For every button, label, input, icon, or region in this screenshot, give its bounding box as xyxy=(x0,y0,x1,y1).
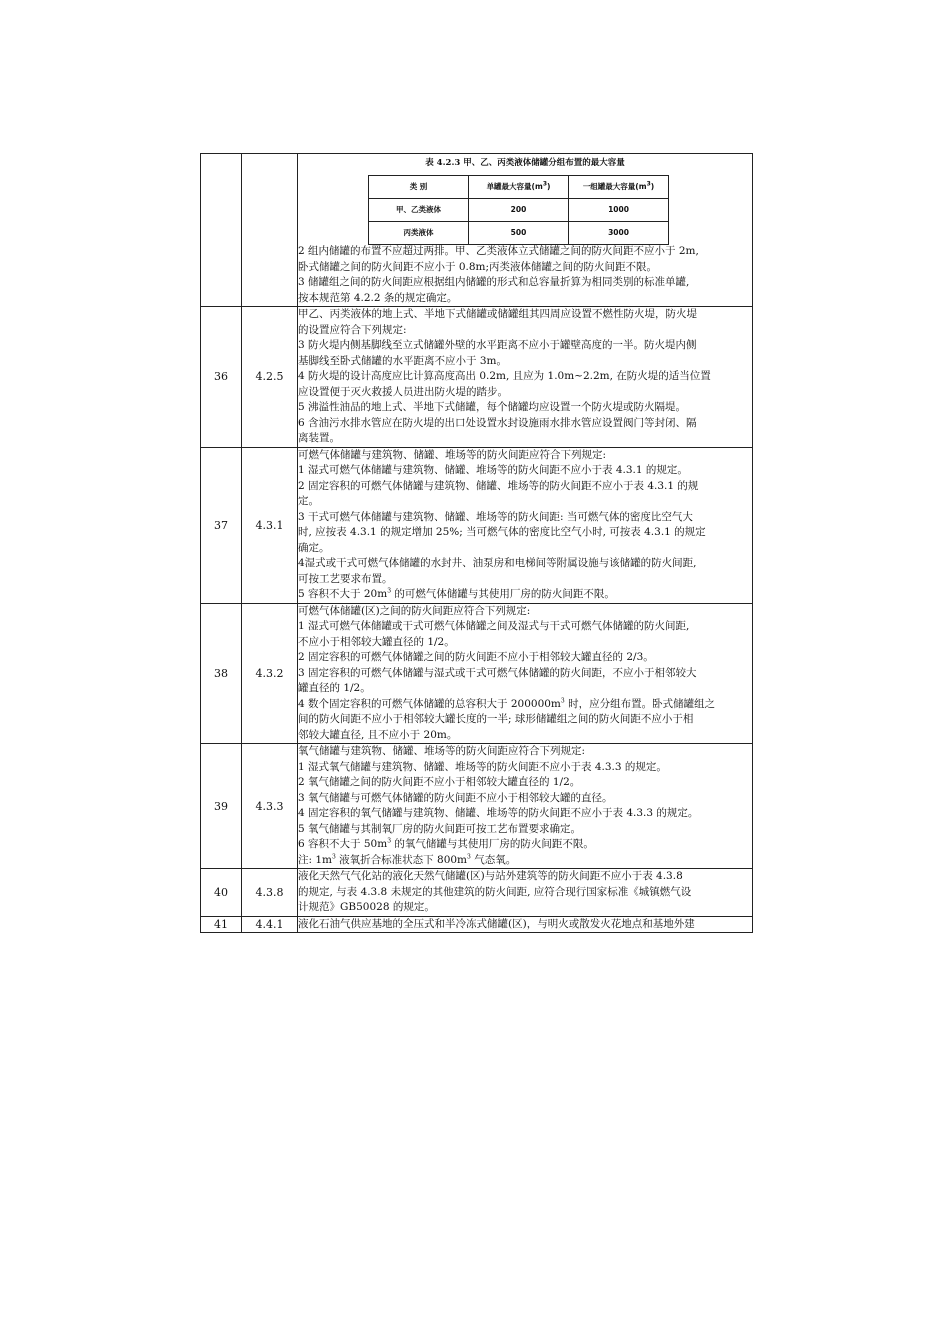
text-line: 基脚线至卧式储罐的水平距离不应小于 3m。 xyxy=(298,354,507,367)
text-line: 确定。 xyxy=(298,541,330,554)
text-line: 可按工艺要求布置。 xyxy=(298,572,393,585)
text-line: 3 氧气储罐与可燃气体储罐的防火间距不应小于相邻较大罐的直径。 xyxy=(298,791,613,804)
text-line: 5 氧气储罐与其制氧厂房的防火间距可按工艺布置要求确定。 xyxy=(298,822,582,835)
text-line: 计规范》GB50028 的规定。 xyxy=(298,901,435,913)
row-content xyxy=(298,744,753,869)
text-line: 时, 应按表 4.3.1 的规定增加 25%; 当可燃气体的密度比空气小时, 可按表 4.3.1 的规定 xyxy=(298,526,706,538)
text-line: 5 沸溢性油品的地上式、半地下式储罐，每个储罐均应设置一个防火堤或防火隔堤。 xyxy=(298,401,687,413)
text-line: 不应小于相邻较大罐直径的 1/2。 xyxy=(298,635,455,648)
row-text-lines xyxy=(298,307,752,447)
row-text-lines xyxy=(298,917,752,933)
text-line: 2 固定容积的可燃气体储罐之间的防火间距不应小于相邻较大罐直径的 2/3。 xyxy=(298,651,654,663)
row-text-lines xyxy=(298,448,752,603)
text-line: 4 固定容积的氧气储罐与建筑物、储罐、堆场等的防火间距不应小于表 4.3.3 的规定。 xyxy=(298,807,699,819)
row-number: 36 xyxy=(201,307,242,448)
table-row xyxy=(201,744,753,869)
inner-table-block xyxy=(298,154,752,244)
inner-cell: 1000 xyxy=(569,199,669,222)
row-number xyxy=(201,154,242,307)
table-row xyxy=(201,916,753,933)
row-text-lines xyxy=(298,744,752,868)
max-capacity-table xyxy=(368,175,669,245)
text-line: 定。 xyxy=(298,495,319,507)
row-text-lines xyxy=(298,604,752,744)
text-line: 液化石油气供应基地的全压式和半冷冻式储罐(区)，与明火或散发火花地点和基地外建 xyxy=(298,917,695,930)
inner-header-cell: 类 别 xyxy=(369,176,469,199)
inner-table-row xyxy=(369,199,669,222)
text-line: 2 组内储罐的布置不应超过两排。甲、乙类液体立式储罐之间的防火间距不应小于 2m, xyxy=(298,245,699,257)
text-line: 4湿式或干式可燃气体储罐的水封井、油泵房和电梯间等附属设施与该储罐的防火间距, xyxy=(298,557,697,569)
row-text-lines xyxy=(298,869,752,916)
text-line: 5 容积不大于 $20m^3$ 的可燃气体储罐与其使用厂房的防火间距不限。 xyxy=(298,587,615,600)
row-content xyxy=(298,603,753,744)
text-line: 3 防火堤内侧基脚线至立式储罐外壁的水平距离不应小于罐壁高度的一半。防火堤内侧 xyxy=(298,339,697,351)
regulation-table-body xyxy=(201,154,753,933)
row-content xyxy=(298,869,753,917)
text-line: 3 固定容积的可燃气体储罐与湿式或干式可燃气体储罐的防火间距，不应小于相邻较大 xyxy=(298,666,697,679)
row-content xyxy=(298,916,753,933)
text-line: 可燃气体储罐与建筑物、储罐、堆场等的防火间距应符合下列规定: xyxy=(298,448,607,461)
inner-table-row xyxy=(369,222,669,245)
row-number: 38 xyxy=(201,603,242,744)
text-line: 的规定, 与表 4.3.8 未规定的其他建筑的防火间距, 应符合现行国家标准《城镇燃气设 xyxy=(298,885,692,898)
text-line: 邻较大罐直径, 且不应小于 20m。 xyxy=(298,728,458,741)
text-line: 甲乙、丙类液体的地上式、半地下式储罐或储罐组其四周应设置不燃性防火堤，防火堤 xyxy=(298,308,697,320)
text-line: 氧气储罐与建筑物、储罐、堆场等的防火间距应符合下列规定: xyxy=(298,745,586,757)
text-line: 注: $1m^3$ 液氧折合标准状态下 $800m^3$ 气态氧。 xyxy=(298,853,517,866)
text-line: 应设置便于灭火救援人员进出防火堤的踏步。 xyxy=(298,385,508,398)
table-row xyxy=(201,447,753,603)
clause-number: 4.3.1 xyxy=(242,447,298,603)
clause-number: 4.3.3 xyxy=(242,744,298,869)
inner-cell: 3000 xyxy=(569,222,669,245)
table-row xyxy=(201,869,753,917)
inner-cell: 500 xyxy=(469,222,569,245)
text-line: 1 湿式可燃气体储罐或干式可燃气体储罐之间及湿式与干式可燃气体储罐的防火间距, xyxy=(298,620,690,632)
text-line: 罐直径的 1/2。 xyxy=(298,682,371,694)
row-content xyxy=(298,447,753,603)
text-line: 按本规范第 4.2.2 条的规定确定。 xyxy=(298,291,458,304)
text-line: 卧式储罐之间的防火间距不应小于 0.8m;丙类液体储罐之间的防火间距不限。 xyxy=(298,260,658,273)
clause-number: 4.3.8 xyxy=(242,869,298,917)
text-line: 4 防火堤的设计高度应比计算高度高出 0.2m, 且应为 1.0m~2.2m, 在防火堤的适当位置 xyxy=(298,370,711,382)
inner-header-cell: 单罐最大容量$(m^3)$ xyxy=(469,176,569,199)
inner-cell: 200 xyxy=(469,199,569,222)
inner-cell: 丙类液体 xyxy=(369,222,469,245)
row-number: 39 xyxy=(201,744,242,869)
regulation-table xyxy=(200,153,753,933)
clause-number xyxy=(242,154,298,307)
text-line: 4 数个固定容积的可燃气体储罐的总容积大于 $200000m^3$ 时，应分组布置。卧式储罐组之 xyxy=(298,697,716,710)
text-line: 6 含油污水排水管应在防火堤的出口处设置水封设施雨水排水管应设置阀门等封闭、隔 xyxy=(298,416,697,429)
text-line: 液化天然气气化站的液化天然气储罐(区)与站外建筑等的防火间距不应小于表 4.3.8 xyxy=(298,870,683,882)
inner-table-title: 表 4.2.3 甲、乙、丙类液体储罐分组布置的最大容量 xyxy=(425,158,625,168)
row-content xyxy=(298,307,753,448)
text-line: 离装置。 xyxy=(298,432,340,444)
text-line: 2 固定容积的可燃气体储罐与建筑物、储罐、堆场等的防火间距不应小于表 4.3.1 的规 xyxy=(298,479,699,492)
inner-cell: 甲、乙类液体 xyxy=(369,199,469,222)
inner-table-header-row xyxy=(369,176,669,199)
table-row xyxy=(201,307,753,448)
text-line: 间的防火间距不应小于相邻较大罐长度的一半; 球形储罐组之间的防火间距不应小于相 xyxy=(298,713,694,725)
text-line: 1 湿式氧气储罐与建筑物、储罐、堆场等的防火间距不应小于表 4.3.3 的规定。 xyxy=(298,760,667,773)
text-line: 3 干式可燃气体储罐与建筑物、储罐、堆场等的防火间距: 当可燃气体的密度比空气大 xyxy=(298,510,693,523)
table-row xyxy=(201,603,753,744)
row-text-lines xyxy=(298,244,752,306)
row-number: 37 xyxy=(201,447,242,603)
inner-header-cell: 一组罐最大容量$(m^3)$ xyxy=(569,176,669,199)
text-line: 2 氧气储罐之间的防火间距不应小于相邻较大罐直径的 1/2。 xyxy=(298,776,581,788)
text-line: 3 储罐组之间的防火间距应根据组内储罐的形式和总容量折算为相同类别的标准单罐, xyxy=(298,276,690,288)
text-line: 1 湿式可燃气体储罐与建筑物、储罐、堆场等的防火间距不应小于表 4.3.1 的规定。 xyxy=(298,464,688,476)
row-content xyxy=(298,154,753,307)
clause-number: 4.4.1 xyxy=(242,916,298,933)
row-number: 41 xyxy=(201,916,242,933)
table-row xyxy=(201,154,753,307)
row-number: 40 xyxy=(201,869,242,917)
text-line: 6 容积不大于 $50m^3$ 的氧气储罐与其使用厂房的防火间距不限。 xyxy=(298,837,594,850)
text-line: 可燃气体储罐(区)之间的防火间距应符合下列规定: xyxy=(298,604,531,617)
text-line: 的设置应符合下列规定: xyxy=(298,323,407,336)
clause-number: 4.3.2 xyxy=(242,603,298,744)
clause-number: 4.2.5 xyxy=(242,307,298,448)
